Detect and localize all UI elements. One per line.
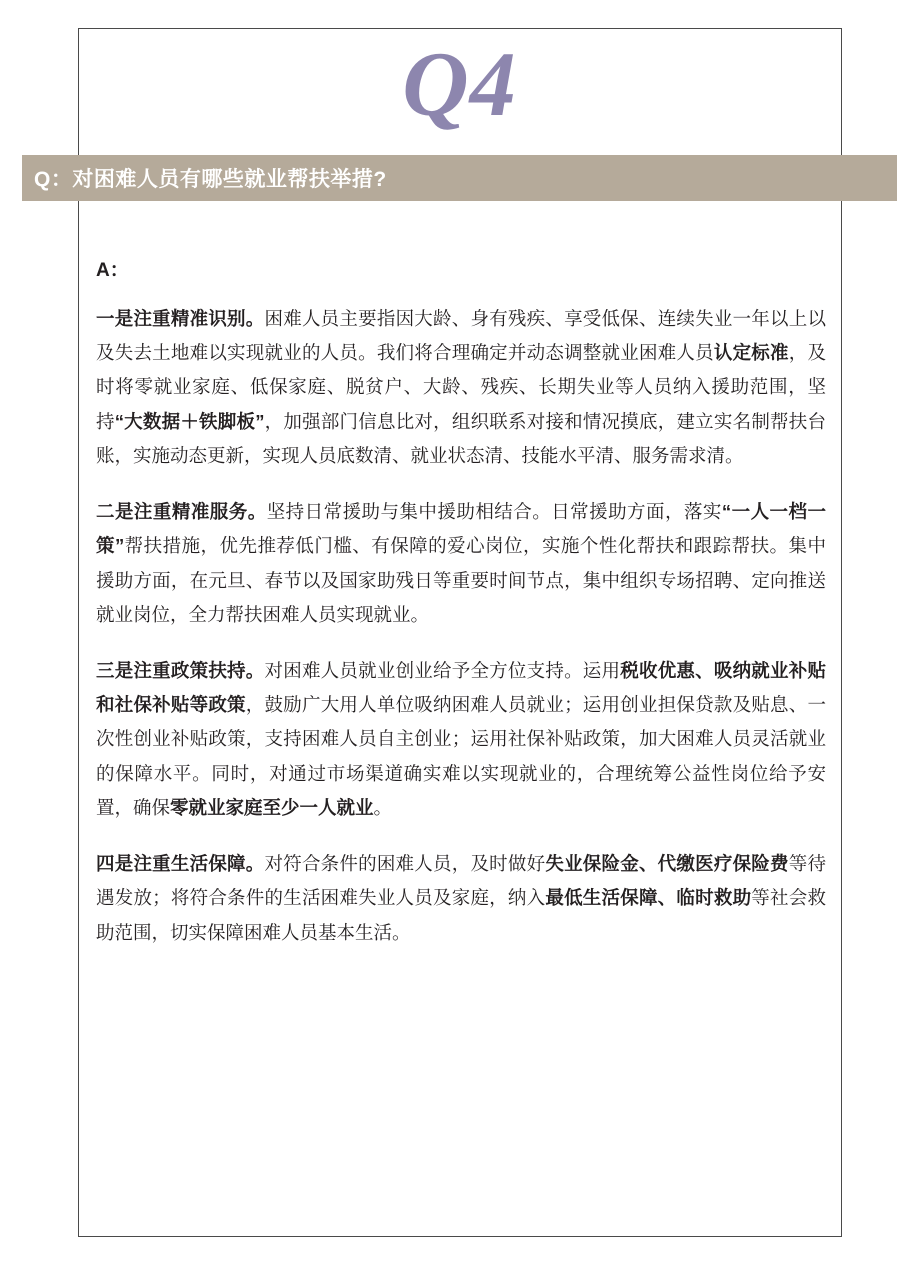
body-text: 等待遇发放；将符合条件的生活困难失业人员及家庭，纳入	[96, 853, 826, 909]
emphasis-text: 认定标准	[713, 342, 789, 364]
answer-paragraph	[96, 495, 826, 632]
answer-body	[96, 255, 826, 950]
question-text: Q：对困难人员有哪些就业帮扶举措?	[34, 168, 387, 191]
emphasis-text: 四是注重生活保障。	[96, 853, 265, 875]
emphasis-text: “大数据＋铁脚板”	[114, 410, 265, 432]
emphasis-text: 最低生活保障、临时救助	[545, 887, 752, 909]
answer-paragraph-list	[96, 302, 826, 950]
body-text: ，鼓励广大用人单位吸纳困难人员就业；运用创业担保贷款及贴息、一次性创业补贴政策，支持困难人员自主创业；运用社保补贴政策，加大困难人员灵活就业的保障水平。同时，对通过市场渠道确实难以实现就业的，合理统筹公益性岗位给予安置，确保	[96, 694, 826, 818]
answer-paragraph	[96, 302, 826, 473]
frame-border-bottom	[78, 1236, 842, 1237]
body-text: ，及时将零就业家庭、低保家庭、脱贫户、大龄、残疾、长期失业等人员纳入援助范围，坚持	[96, 342, 826, 432]
body-text: 。	[373, 796, 393, 818]
body-text: 困难人员主要指因大龄、身有残疾、享受低保、连续失业一年以上以及失去土地难以实现就业的人员。我们将合理确定并动态调整就业困难人员	[96, 308, 826, 364]
answer-label: A：	[96, 260, 129, 281]
emphasis-text: 三是注重政策扶持。	[96, 659, 265, 681]
frame-border-right	[841, 28, 842, 1236]
answer-paragraph	[96, 654, 826, 825]
frame-border-top	[78, 28, 842, 29]
answer-paragraph	[96, 847, 826, 950]
body-text: 坚持日常援助与集中援助相结合。日常援助方面，落实	[266, 501, 722, 523]
emphasis-text: 失业保险金、代缴医疗保险费	[545, 853, 789, 875]
body-text: 对困难人员就业创业给予全方位支持。运用	[264, 659, 621, 681]
frame-border-left	[78, 28, 79, 1236]
body-text: 对符合条件的困难人员，及时做好	[264, 853, 546, 875]
emphasis-text: 二是注重精准服务。	[96, 501, 267, 523]
question-number: Q4	[402, 33, 517, 135]
body-text: 等社会救助范围，切实保障困难人员基本生活。	[96, 887, 826, 943]
body-text: ，加强部门信息比对，组织联系对接和情况摸底，建立实名制帮扶台账，实施动态更新，实现人员底数清、就业状态清、技能水平清、服务需求清。	[96, 410, 826, 466]
emphasis-text: “一人一档一策”	[96, 501, 826, 557]
question-banner	[22, 155, 897, 201]
emphasis-text: 一是注重精准识别。	[96, 308, 265, 329]
body-text: 帮扶措施，优先推荐低门槛、有保障的爱心岗位，实施个性化帮扶和跟踪帮扶。集中援助方面，在元旦、春节以及国家助残日等重要时间节点，集中组织专场招聘、定向推送就业岗位，全力帮扶困难人员实现就业。	[96, 535, 826, 625]
emphasis-text: 税收优惠、吸纳就业补贴和社保补贴等政策	[96, 659, 826, 716]
emphasis-text: 零就业家庭至少一人就业	[170, 796, 374, 818]
